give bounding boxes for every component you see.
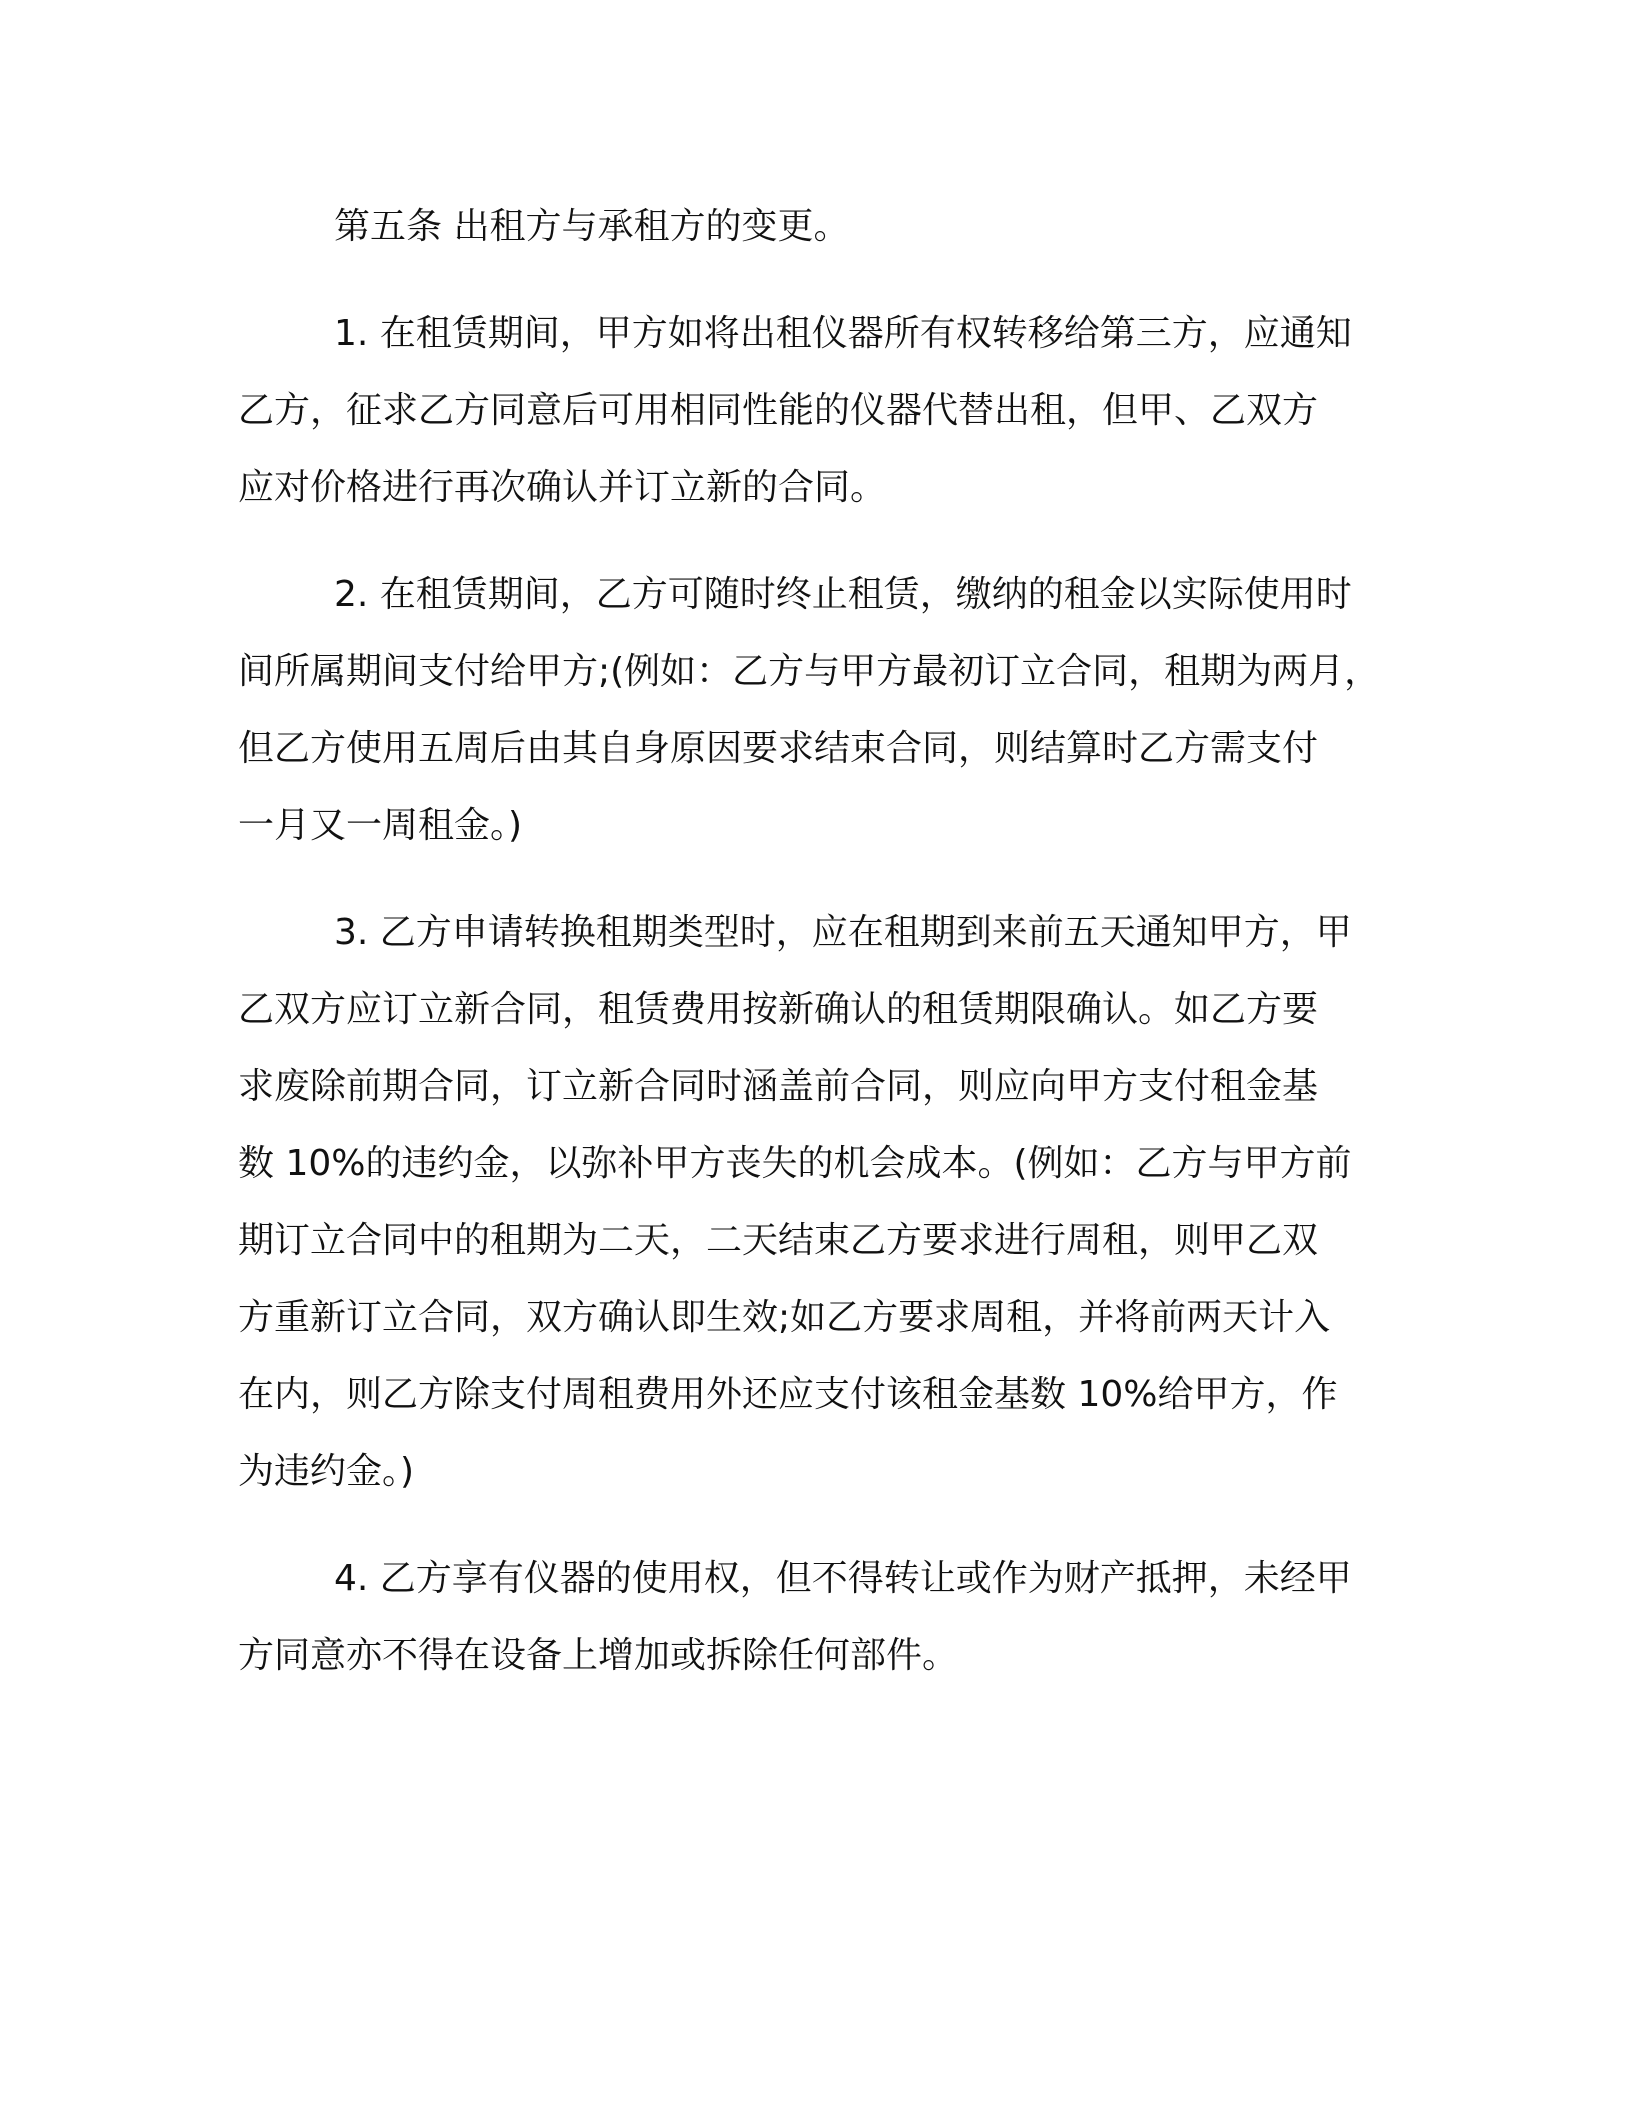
paragraph-line: 2. 在租赁期间，乙方可随时终止租赁，缴纳的租金以实际使用时 xyxy=(334,574,1352,615)
paragraph-line: 但乙方使用五周后由其自身原因要求结束合同，则结算时乙方需支付 xyxy=(238,728,1319,769)
paragraph-line: 期订立合同中的租期为二天，二天结束乙方要求进行周租，则甲乙双 xyxy=(238,1220,1319,1261)
paragraph-line: 间所属期间支付给甲方;(例如：乙方与甲方最初订立合同，租期为两月， xyxy=(238,651,1381,692)
article-heading: 第五条 出租方与承租方的变更。 xyxy=(334,206,850,247)
paragraph-line: 乙方，征求乙方同意后可用相同性能的仪器代替出租，但甲、乙双方 xyxy=(238,390,1319,431)
paragraph-3 xyxy=(238,894,1406,1510)
spacer xyxy=(238,526,1406,556)
paragraph-line: 应对价格进行再次确认并订立新的合同。 xyxy=(238,467,887,508)
paragraph-line: 3. 乙方申请转换租期类型时，应在租期到来前五天通知甲方，甲 xyxy=(334,912,1352,953)
spacer xyxy=(238,1510,1406,1540)
paragraph-line: 为违约金。) xyxy=(238,1451,415,1492)
spacer xyxy=(238,265,1406,295)
paragraph-line: 1. 在租赁期间，甲方如将出租仪器所有权转移给第三方，应通知 xyxy=(334,313,1352,354)
paragraph-line: 数 10%的违约金，以弥补甲方丧失的机会成本。(例如：乙方与甲方前 xyxy=(238,1143,1352,1184)
paragraph-line: 一月又一周租金。) xyxy=(238,805,523,846)
paragraph-1 xyxy=(238,295,1406,526)
document-body xyxy=(238,188,1406,1694)
paragraph-4 xyxy=(238,1540,1406,1694)
paragraph-line: 方重新订立合同，双方确认即生效;如乙方要求周租，并将前两天计入 xyxy=(238,1297,1331,1338)
paragraph-2 xyxy=(238,556,1406,864)
paragraph-line: 求废除前期合同，订立新合同时涵盖前合同，则应向甲方支付租金基 xyxy=(238,1066,1319,1107)
paragraph-line: 乙双方应订立新合同，租赁费用按新确认的租赁期限确认。如乙方要 xyxy=(238,989,1319,1030)
paragraph-line: 4. 乙方享有仪器的使用权，但不得转让或作为财产抵押，未经甲 xyxy=(334,1558,1352,1599)
spacer xyxy=(238,864,1406,894)
paragraph-line: 方同意亦不得在设备上增加或拆除任何部件。 xyxy=(238,1635,959,1676)
paragraph-line: 在内，则乙方除支付周租费用外还应支付该租金基数 10%给甲方，作 xyxy=(238,1374,1338,1415)
